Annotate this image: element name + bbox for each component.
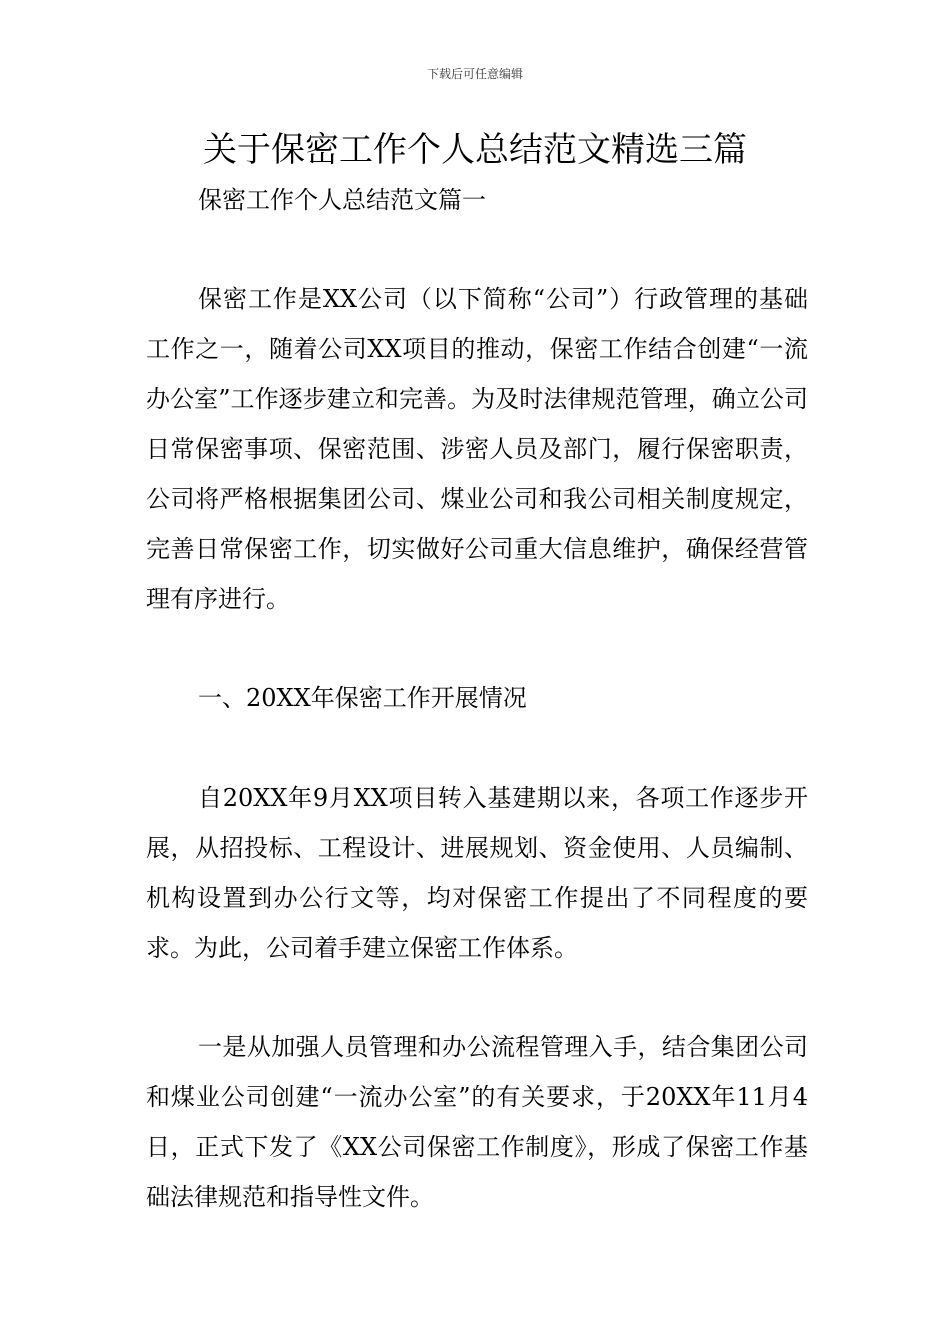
document-subtitle: 保密工作个人总结范文篇一 (198, 186, 486, 214)
progress-paragraph: 自20XX年9月XX项目转入基建期以来，各项工作逐步开展，从招投标、工程设计、进展规划、资金使用、人员编制、机构设置到办公行文等，均对保密工作提出了不同程度的要求。为此，公司着手建立保密工作体系。 (146, 784, 808, 962)
intro-paragraph: 保密工作是XX公司（以下简称“公司”）行政管理的基础工作之一，随着公司XX项目的推动，保密工作结合创建“一流办公室”工作逐步建立和完善。为及时法律规范管理，确立公司日常保密事项、保密范围、涉密人员及部门，履行保密职责，公司将严格根据集团公司、煤业公司和我公司相关制度规定，完善日常保密工作，切实做好公司重大信息维护，确保经营管理有序进行。 (146, 285, 808, 613)
section-heading: 一、20XX年保密工作开展情况 (198, 684, 527, 712)
document-title: 关于保密工作个人总结范文精选三篇 (203, 130, 747, 170)
header-note: 下载后可任意编辑 (426, 67, 523, 81)
measure-one-paragraph: 一是从加强人员管理和办公流程管理入手，结合集团公司和煤业公司创建“一流办公室”的有关要求，于20XX年11月4日，正式下发了《XX公司保密工作制度》，形成了保密工作基础法律规范和指导性文件。 (146, 1033, 808, 1211)
